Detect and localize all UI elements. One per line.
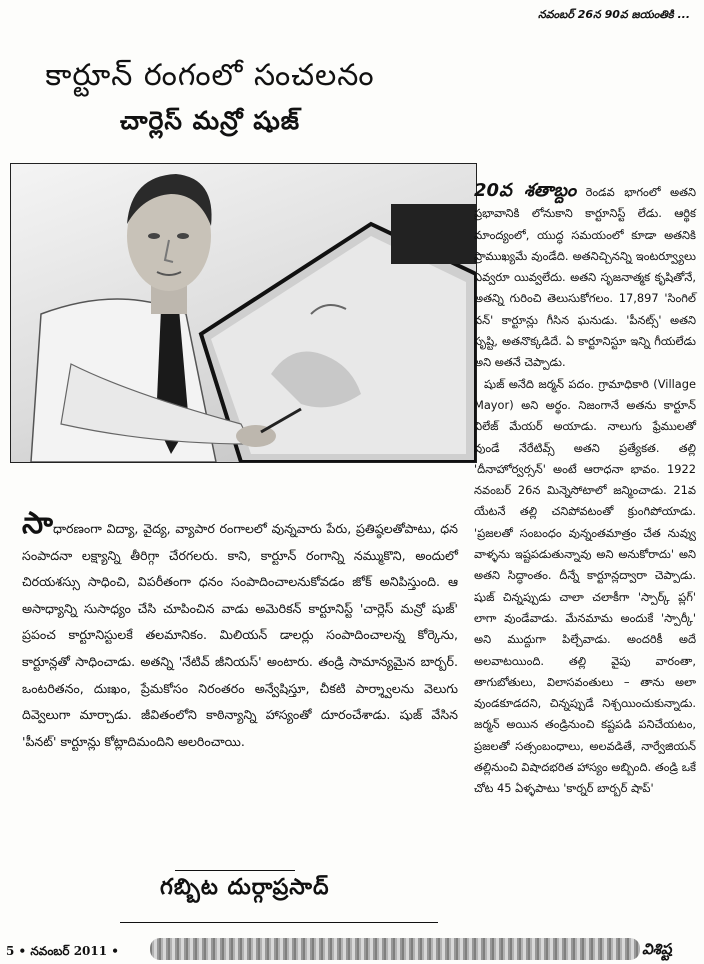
drop-letter: సా bbox=[22, 506, 53, 541]
intro-body bbox=[22, 506, 458, 755]
author-name: గబ్బిట దుర్గాప్రసాద్ bbox=[160, 875, 330, 900]
page-info: 5 • నవంబర్ 2011 • bbox=[6, 944, 119, 958]
magazine-logo: విశిష్ట bbox=[642, 940, 672, 958]
photo-illustration bbox=[11, 164, 476, 462]
intro-paragraph bbox=[22, 506, 458, 755]
lead-word: 20వ శతాబ్దం bbox=[474, 180, 577, 201]
issue-note: నవంబర్ 26న 90వ జయంతికి ... bbox=[537, 8, 690, 21]
right-paragraph-1 bbox=[474, 180, 696, 374]
portrait-photo bbox=[10, 163, 477, 463]
right-paragraph-2: షుజ్ అనేది జర్మన్ పదం. గ్రామాధికారి (Village Mayor) అని అర్థం. నిజంగానే అతను కార్టూన్ విలేజ్ మేయర్ అయాడు. నాలుగు ఫ్రేములతో వుండే నేరేటివ్స్ అతని ప్రత్యేకత. తల్లి 'దీనాహోర్వర్సన్' అంటే ఆరాధనా భావం. 1922 నవంబర్ 26న మిన్నెసోటాలో జన్మించాడు. 21వ యేటనే తల్లి చనిపోవటంతో క్రుంగిపోయాడు. 'ప్రజలతో సంబంధం వున్నంతమాత్రం చేత నువ్వు వాళ్ళను ఇష్టపడుతున్నావు అని అనుకోరాదు' అని అతని సిద్ధాంతం. దీన్నే కార్టూన్లద్వారా చెప్పాడు. షుజ్ చిన్నప్పుడు చాలా చలాకీగా 'స్పార్క్ ప్లగ్' లాగా వుండేవాడు. మేనమామ అందుకే 'స్పార్కీ' అని ముద్దుగా పిల్చేవాడు. అందరికీ అదే అలవాటయింది. తల్లి వైపు వారంతా, తాగుబోతులు, విలాసవంతులు – తాను అలా వుండకూడదని, చిన్నప్పుడే నిశ్చయించుకున్నాడు. జర్మన్ అయిన తండ్రినుంచి కష్టపడి పనిచేయటం, ప్రజలతో సత్సంబంధాలు, అలవడితే, నార్వేజియన్ తల్లినుంచి విషాదభరిత హాస్యం అబ్బింది. తండ్రి ఒకే చోట 45 ఏళ్ళపాటు 'కార్నర్ బార్బర్ షాప్' bbox=[474, 376, 696, 796]
footer-ornament bbox=[150, 938, 640, 960]
intro-text: ధారణంగా విద్యా, వైద్య, వ్యాపార రంగాలలో వున్నవారు పేరు, ప్రతిష్ఠలతోపాటు, ధన సంపాదనా లక్ష్యాన్ని తీరిగ్గా చేరగలరు. కాని, కార్టూన్ రంగాన్ని నమ్ముకొని, అందులో చిరయశస్సు సాధించి, విపరీతంగా ధనం సంపాదించాలనుకోవడం జోక్ అనిపిస్తుంది. ఆ అసాధ్యాన్ని సుసాధ్యం చేసి చూపించిన వాడు అమెరికన్ కార్టూనిస్ట్ 'చార్లెస్ మన్రో షుజ్' ప్రపంచ కార్టూనిస్టులకే తలమానికం. మిలియన్ డాలర్లు సంపాదించాలన్న కోర్కెను, కార్టూన్లతో సాధించాడు. అతన్ని 'నేటివ్ జీనియస్' అంటారు. తండ్రి సామాన్యమైన బార్బర్. ఒంటరితనం, దుఃఖం, ప్రేమకోసం నిరంతరం అన్వేషిస్తూ, చీకటి పార్శ్వాలను వెలుగు దివ్వెలుగా మార్చాడు. జీవితంలోని కాఠిన్యాన్ని హాస్యంతో దూరంచేశాడు. షుజ్ వేసిన 'పీనట్' కార్టూన్లు కోట్లాదిమందిని అలరించాయి. bbox=[22, 521, 458, 749]
right-column bbox=[474, 180, 696, 800]
author-rule-top bbox=[175, 870, 295, 871]
article-subtitle: చార్లెస్ మన్రో షుజ్ bbox=[119, 106, 300, 135]
author-rule-bottom bbox=[120, 922, 438, 923]
right-paragraph-1-text: రెండవ భాగంలో అతని ప్రభావానికి లోనుకాని కార్టూనిస్ట్ లేడు. ఆర్థిక మాంద్యంలో, యుద్ధ సమయంలో కూడా అతనికి ప్రాముఖ్యమే వుండేది. అతనిచ్చినన్ని ఇంటర్వ్యూలు ఎవ్వరూ యివ్వలేదు. అతని సృజనాత్మక కృషితోనే, అతన్ని గురించి తెలుసుకోగలం. 17,897 'సింగిల్ వన్' కార్టూన్లు గీసిన ఘనుడు. 'పీనట్స్' అతని సృష్టి, అతనొక్కడిదే. ఏ కార్టూనిస్టూ ఇన్ని గీయలేడు అని అతనే చెప్పాడు. bbox=[474, 185, 696, 370]
article-title: కార్టూన్ రంగంలో సంచలనం bbox=[45, 58, 375, 93]
